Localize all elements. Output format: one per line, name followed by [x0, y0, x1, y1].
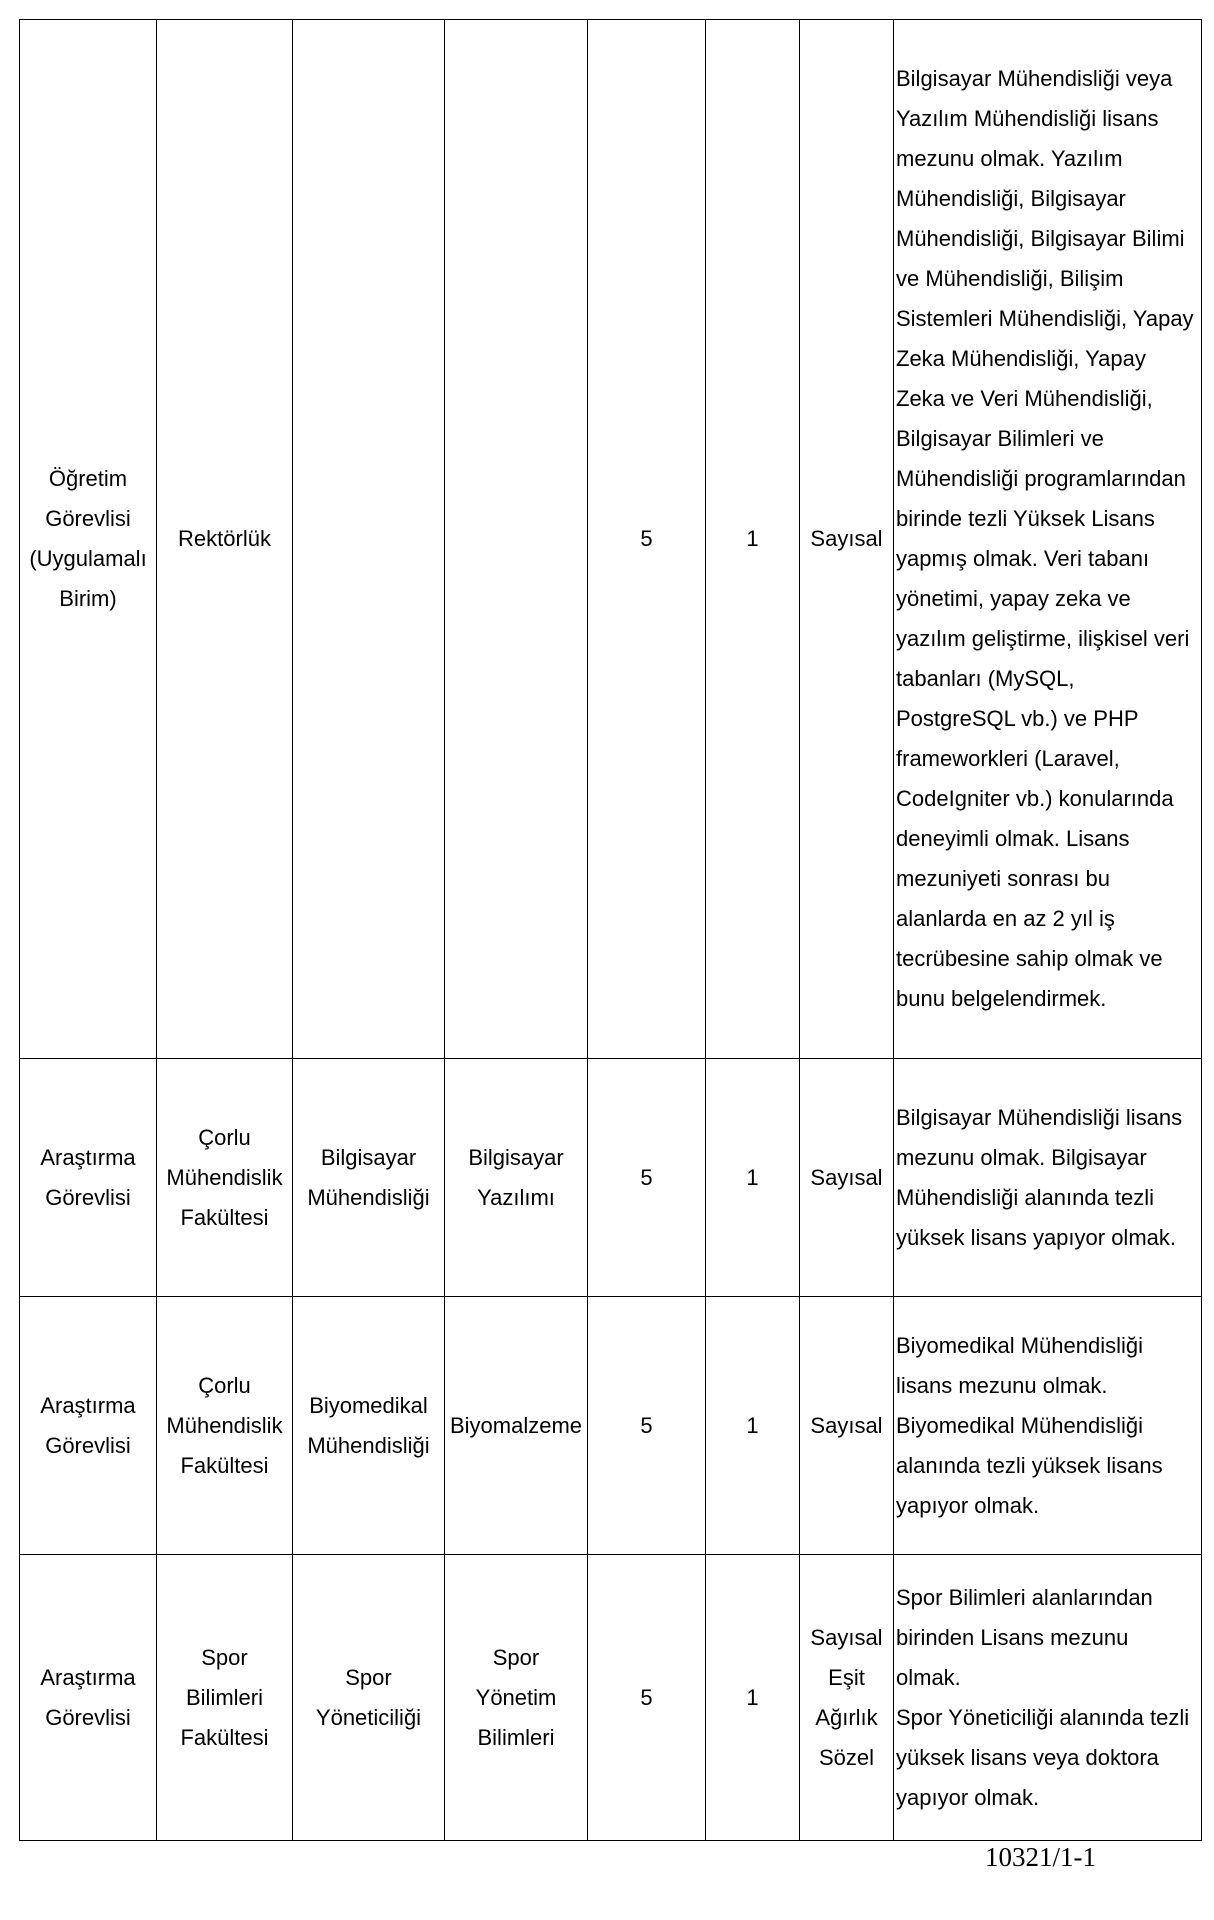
- degree-cell: 5: [588, 1297, 706, 1555]
- count-cell: 1: [706, 1555, 800, 1841]
- unit-cell: Çorlu Mühendislik Fakültesi: [157, 1297, 293, 1555]
- subdepartment-cell: [445, 20, 588, 1059]
- table-row: [20, 1297, 1202, 1555]
- degree-cell: 5: [588, 20, 706, 1059]
- subdepartment-cell: Bilgisayar Yazılımı: [445, 1059, 588, 1297]
- count-cell: 1: [706, 1059, 800, 1297]
- score-type-cell: Sayısal: [800, 1059, 894, 1297]
- page-number: 10321/1-1: [985, 1842, 1096, 1872]
- requirements-cell: Bilgisayar Mühendisliği veya Yazılım Mühendisliği lisans mezunu olmak. Yazılım Mühendisliği, Bilgisayar Mühendisliği, Bilgisayar Bilimi ve Mühendisliği, Bilişim Sistemleri Mühendisliği, Yapay Zeka Mühendisliği, Yapay Zeka ve Veri Mühendisliği, Bilgisayar Bilimleri ve Mühendisliği programlarından birinde tezli Yüksek Lisans yapmış olmak. Veri tabanı yönetimi, yapay zeka ve yazılım geliştirme, ilişkisel veri tabanları (MySQL, PostgreSQL vb.) ve PHP frameworkleri (Laravel, CodeIgniter vb.) konularında deneyimli olmak. Lisans mezuniyeti sonrası bu alanlarda en az 2 yıl iş tecrübesine sahip olmak ve bunu belgelendirmek.: [894, 20, 1202, 1059]
- table-row: [20, 20, 1202, 1059]
- subdepartment-cell: Biyomalzeme: [445, 1297, 588, 1555]
- score-type-cell: Sayısal: [800, 1297, 894, 1555]
- requirements-cell: Bilgisayar Mühendisliği lisans mezunu olmak. Bilgisayar Mühendisliği alanında tezli yüksek lisans yapıyor olmak.: [894, 1059, 1202, 1297]
- score-type-cell: Sayısal Eşit Ağırlık Sözel: [800, 1555, 894, 1841]
- department-cell: Biyomedikal Mühendisliği: [293, 1297, 445, 1555]
- requirements-cell: Spor Bilimleri alanlarından birinden Lisans mezunu olmak. Spor Yöneticiliği alanında tezli yüksek lisans veya doktora yapıyor olmak.: [894, 1555, 1202, 1841]
- unit-cell: Spor Bilimleri Fakültesi: [157, 1555, 293, 1841]
- title-cell: Araştırma Görevlisi: [20, 1555, 157, 1841]
- department-cell: Bilgisayar Mühendisliği: [293, 1059, 445, 1297]
- count-cell: 1: [706, 1297, 800, 1555]
- count-cell: 1: [706, 20, 800, 1059]
- title-cell: Öğretim Görevlisi (Uygulamalı Birim): [20, 20, 157, 1059]
- degree-cell: 5: [588, 1555, 706, 1841]
- title-cell: Araştırma Görevlisi: [20, 1059, 157, 1297]
- department-cell: [293, 20, 445, 1059]
- unit-cell: Rektörlük: [157, 20, 293, 1059]
- department-cell: Spor Yöneticiliği: [293, 1555, 445, 1841]
- requirements-cell: Biyomedikal Mühendisliği lisans mezunu olmak. Biyomedikal Mühendisliği alanında tezli yüksek lisans yapıyor olmak.: [894, 1297, 1202, 1555]
- unit-cell: Çorlu Mühendislik Fakültesi: [157, 1059, 293, 1297]
- score-type-cell: Sayısal: [800, 20, 894, 1059]
- degree-cell: 5: [588, 1059, 706, 1297]
- subdepartment-cell: Spor Yönetim Bilimleri: [445, 1555, 588, 1841]
- table-row: [20, 1059, 1202, 1297]
- position-listing-table: [19, 19, 1202, 1841]
- title-cell: Araştırma Görevlisi: [20, 1297, 157, 1555]
- table-row: [20, 1555, 1202, 1841]
